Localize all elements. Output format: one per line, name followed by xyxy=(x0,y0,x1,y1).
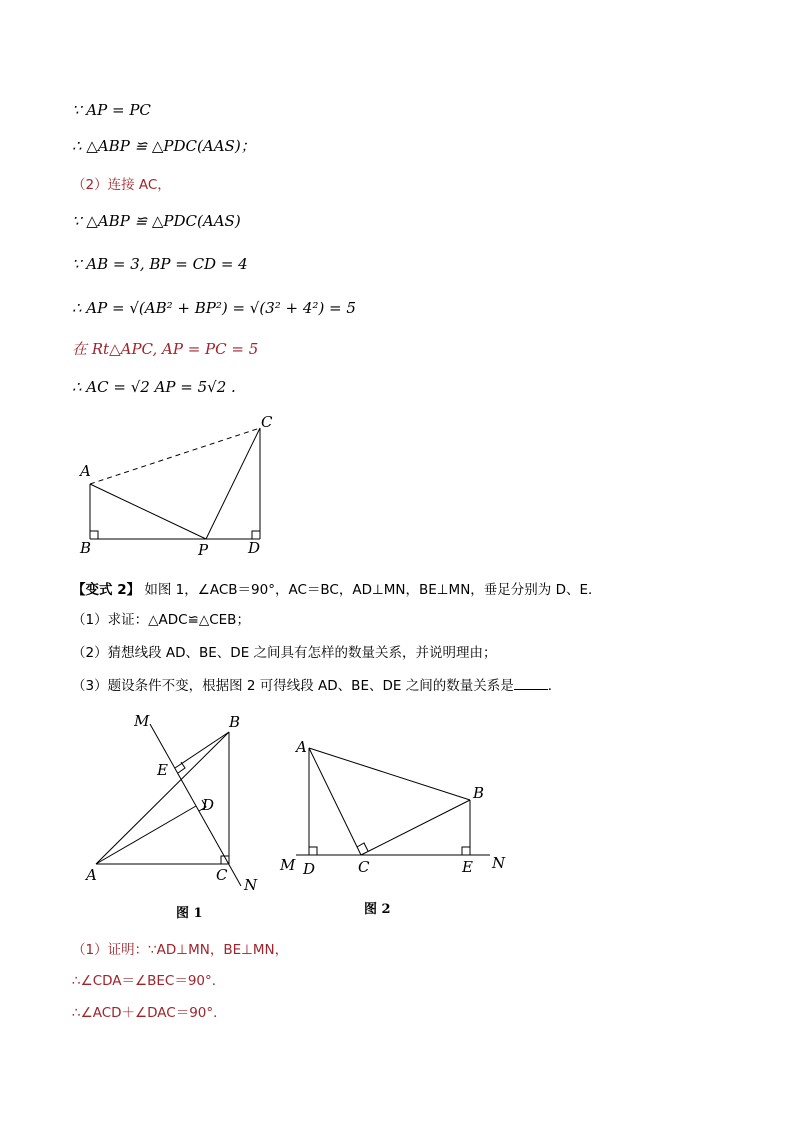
label-a: A xyxy=(86,866,97,884)
solution-line-ap-pythagoras: ∴ AP = √(AB² + BP²) = √(3² + 4²) = 5 xyxy=(72,299,356,317)
problem-question-2: （2）猜想线段 AD、BE、DE 之间具有怎样的数量关系，并说明理由； xyxy=(72,645,497,661)
solution-part2-heading: （2）连接 AC， xyxy=(72,177,171,193)
label-a: A xyxy=(296,738,307,756)
label-p: P xyxy=(198,541,209,559)
label-n: N xyxy=(492,854,506,872)
label-n: N xyxy=(244,876,258,894)
solution-line-ap-equals-pc: ∵ AP = PC xyxy=(72,101,151,119)
label-b: B xyxy=(80,539,92,557)
proof-line-3: ∴∠ACD＋∠DAC＝90°． xyxy=(72,1005,227,1021)
label-e: E xyxy=(157,761,168,779)
problem-title: 【变式 2】 xyxy=(72,582,141,598)
label-e: E xyxy=(462,858,473,876)
label-m: M xyxy=(134,712,150,730)
label-d: D xyxy=(303,860,316,878)
solution-line-congruence-abp-pdc: ∴ △ABP ≌ △PDC(AAS)； xyxy=(72,137,256,155)
solution-line-right-triangle-apc: 在 Rt△APC, AP = PC = 5 xyxy=(72,340,259,358)
proof-line-1: （1）证明：∵AD⊥MN，BE⊥MN， xyxy=(72,942,289,958)
problem-question-3-text: （3）题设条件不变，根据图 2 可得线段 AD、BE、DE 之间的数量关系是 xyxy=(72,678,514,694)
label-c: C xyxy=(358,858,370,876)
problem-question-3-end: ． xyxy=(547,678,562,694)
problem-question-1: （1）求证：△ADC≌△CEB； xyxy=(72,612,250,628)
solution-line-congruence-restated: ∵ △ABP ≌ △PDC(AAS) xyxy=(72,212,241,230)
figure-2-caption: 图 2 xyxy=(364,902,391,917)
solution-line-given-lengths: ∵ AB = 3, BP = CD = 4 xyxy=(72,255,248,273)
label-b: B xyxy=(229,713,241,731)
figure-1-caption: 图 1 xyxy=(176,906,203,921)
label-d: D xyxy=(248,539,261,557)
label-c: C xyxy=(216,866,228,884)
label-m: M xyxy=(280,856,296,874)
label-c: C xyxy=(261,413,273,431)
label-a: A xyxy=(80,462,91,480)
solution-line-ac-result: ∴ AC = √2 AP = 5√2 . xyxy=(72,378,236,396)
label-d: D xyxy=(202,796,215,814)
problem-statement: 如图 1，∠ACB＝90°，AC＝BC，AD⊥MN，BE⊥MN，垂足分别为 D、E． xyxy=(140,582,602,598)
label-b: B xyxy=(473,784,485,802)
proof-line-2: ∴∠CDA＝∠BEC＝90°． xyxy=(72,973,226,989)
